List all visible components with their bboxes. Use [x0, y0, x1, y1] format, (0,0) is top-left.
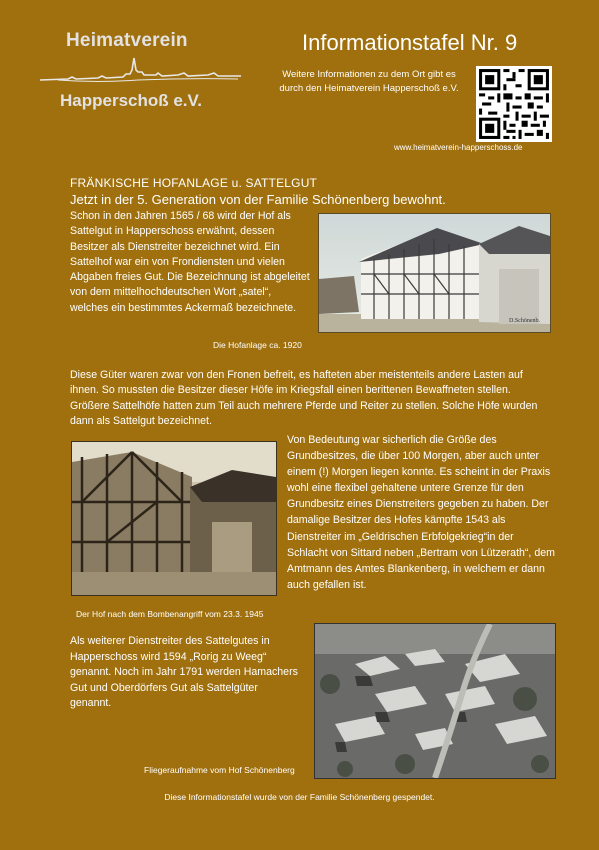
paragraph-1: Schon in den Jahren 1565 / 68 wird der Hof als Sattelgut in Happerschoss erwähnt, dessen Besitzer als Dienstreiter bezeichnet wird. Ein Sattelhof war ein von Frondiensten und vielen Abgaben freies Gut. Die Bezeichnung ist abgeleitet von dem mittelhochdeutschen Wort „satel“, welches ein bestimmtes Ackermaß bezeichnete.: [70, 210, 310, 314]
paragraph-3: Von Bedeutung war sicherlich die Größe des Grundbesitzes, die über 100 Morgen, aber auch unter einem (!) Morgen liegen konnte. Es scheint in der Praxis wohl eine flexibel gehaltene untere Grenze für den Grundbesitz eines Dienstreiters gegeben zu haben. Der damalige Besitzer des Hofes kämpfte 1543 als Dienstreiter im „Geldrischen Erbfolgekrieg“in der Schlacht von Sittard neben „Bertram von Lützerath“, dem Amtmann des Amtes Blankenberg, in welchem er dann auch gefallen ist.: [287, 434, 555, 591]
qr-code[interactable]: [476, 66, 552, 142]
page-title: Informationstafel Nr. 9: [302, 30, 518, 55]
paragraph-4: Als weiterer Dienstreiter des Sattelgutes in Happerschoss wird 1594 „Rorig zu Weeg“ genannt. Noch im Jahr 1791 werden Hamachers Gut und Oberdörfers Gut als Sattelgüter genannt.: [70, 635, 298, 709]
village-skyline-icon: [38, 52, 243, 92]
website-link[interactable]: www.heimatverein-happerschoss.de: [394, 143, 523, 152]
photo-hof-nach-bombenangriff: [71, 441, 277, 596]
caption-1: Die Hofanlage ca. 1920: [213, 340, 302, 350]
paragraph-2: Diese Güter waren zwar von den Fronen befreit, es hafteten aber meistenteils andere Lasten auf ihnen. So mussten die Besitzer dieser Höfe im Kriegsfall einen berittenen Bewaffneten stellen. Größere Sattelhöfe hatten zum Teil auch mehrere Pferde und Reiter zu stellen. Solche Höfe wurden dann als Sattelgut bezeichnet.: [70, 369, 538, 427]
svg-text:D.Schönenb.: D.Schönenb.: [509, 318, 540, 324]
info-text: [266, 68, 472, 96]
info-line-2: durch den Heimatverein Happerschoß e.V.: [279, 83, 459, 94]
caption-2: Der Hof nach dem Bombenangriff vom 23.3. 1945: [76, 609, 264, 619]
caption-3: Fliegeraufnahme vom Hof Schönenberg: [144, 765, 295, 775]
photo-fliegeraufnahme: [314, 623, 556, 779]
qr-code-icon: [476, 66, 552, 142]
section-subheading: Jetzt in der 5. Generation von der Familie Schönenberg bewohnt.: [70, 192, 446, 207]
info-line-1: Weitere Informationen zu dem Ort gibt es: [282, 69, 456, 80]
footer-note: Diese Informationstafel wurde von der Familie Schönenberg gespendet.: [164, 792, 435, 802]
logo-subtitle: Happerschoß e.V.: [60, 91, 203, 110]
section-heading: FRÄNKISCHE HOFANLAGE u. SATTELGUT: [70, 176, 318, 190]
logo-title: Heimatverein: [66, 30, 188, 51]
photo-hofanlage-1920: [318, 213, 551, 333]
